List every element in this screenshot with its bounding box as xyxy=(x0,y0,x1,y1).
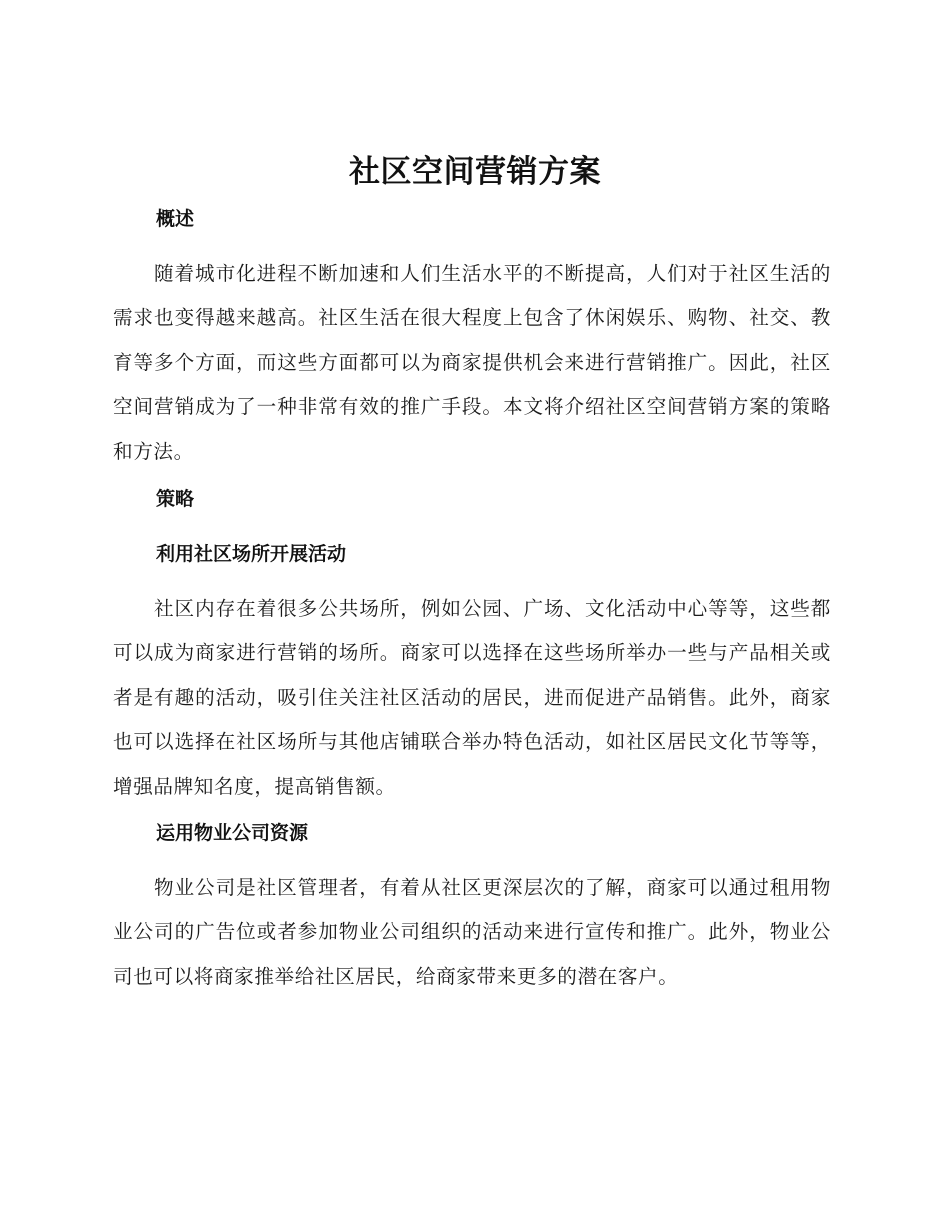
section-heading-community-venues: 利用社区场所开展活动 xyxy=(156,543,347,565)
section-paragraph-community-venues: 社区内存在着很多公共场所，例如公园、广场、文化活动中心等等，这些都可以成为商家进行营销的场所。商家可以选择在这些场所举办一些与产品相关或者是有趣的活动，吸引住关注社区活动的居民，进而促进产品销售。此外，商家也可以选择在社区场所与其他店铺联合举办特色活动，如社区居民文化节等等，增强品牌知名度，提高销售额。 xyxy=(113,597,831,798)
section-heading-property-company: 运用物业公司资源 xyxy=(156,822,309,844)
document-title: 社区空间营销方案 xyxy=(349,154,601,190)
section-heading-strategy: 策略 xyxy=(156,488,195,510)
section-heading-overview: 概述 xyxy=(156,208,195,230)
section-paragraph-overview: 随着城市化进程不断加速和人们生活水平的不断提高，人们对于社区生活的需求也变得越来越高。社区生活在很大程度上包含了休闲娱乐、购物、社交、教育等多个方面，而这些方面都可以为商家提供机会来进行营销推广。因此，社区空间营销成为了一种非常有效的推广手段。本文将介绍社区空间营销方案的策略和方法。 xyxy=(113,262,831,463)
section-paragraph-property-company: 物业公司是社区管理者，有着从社区更深层次的了解，商家可以通过租用物业公司的广告位或者参加物业公司组织的活动来进行宣传和推广。此外，物业公司也可以将商家推举给社区居民，给商家带来更多的潜在客户。 xyxy=(113,876,831,988)
